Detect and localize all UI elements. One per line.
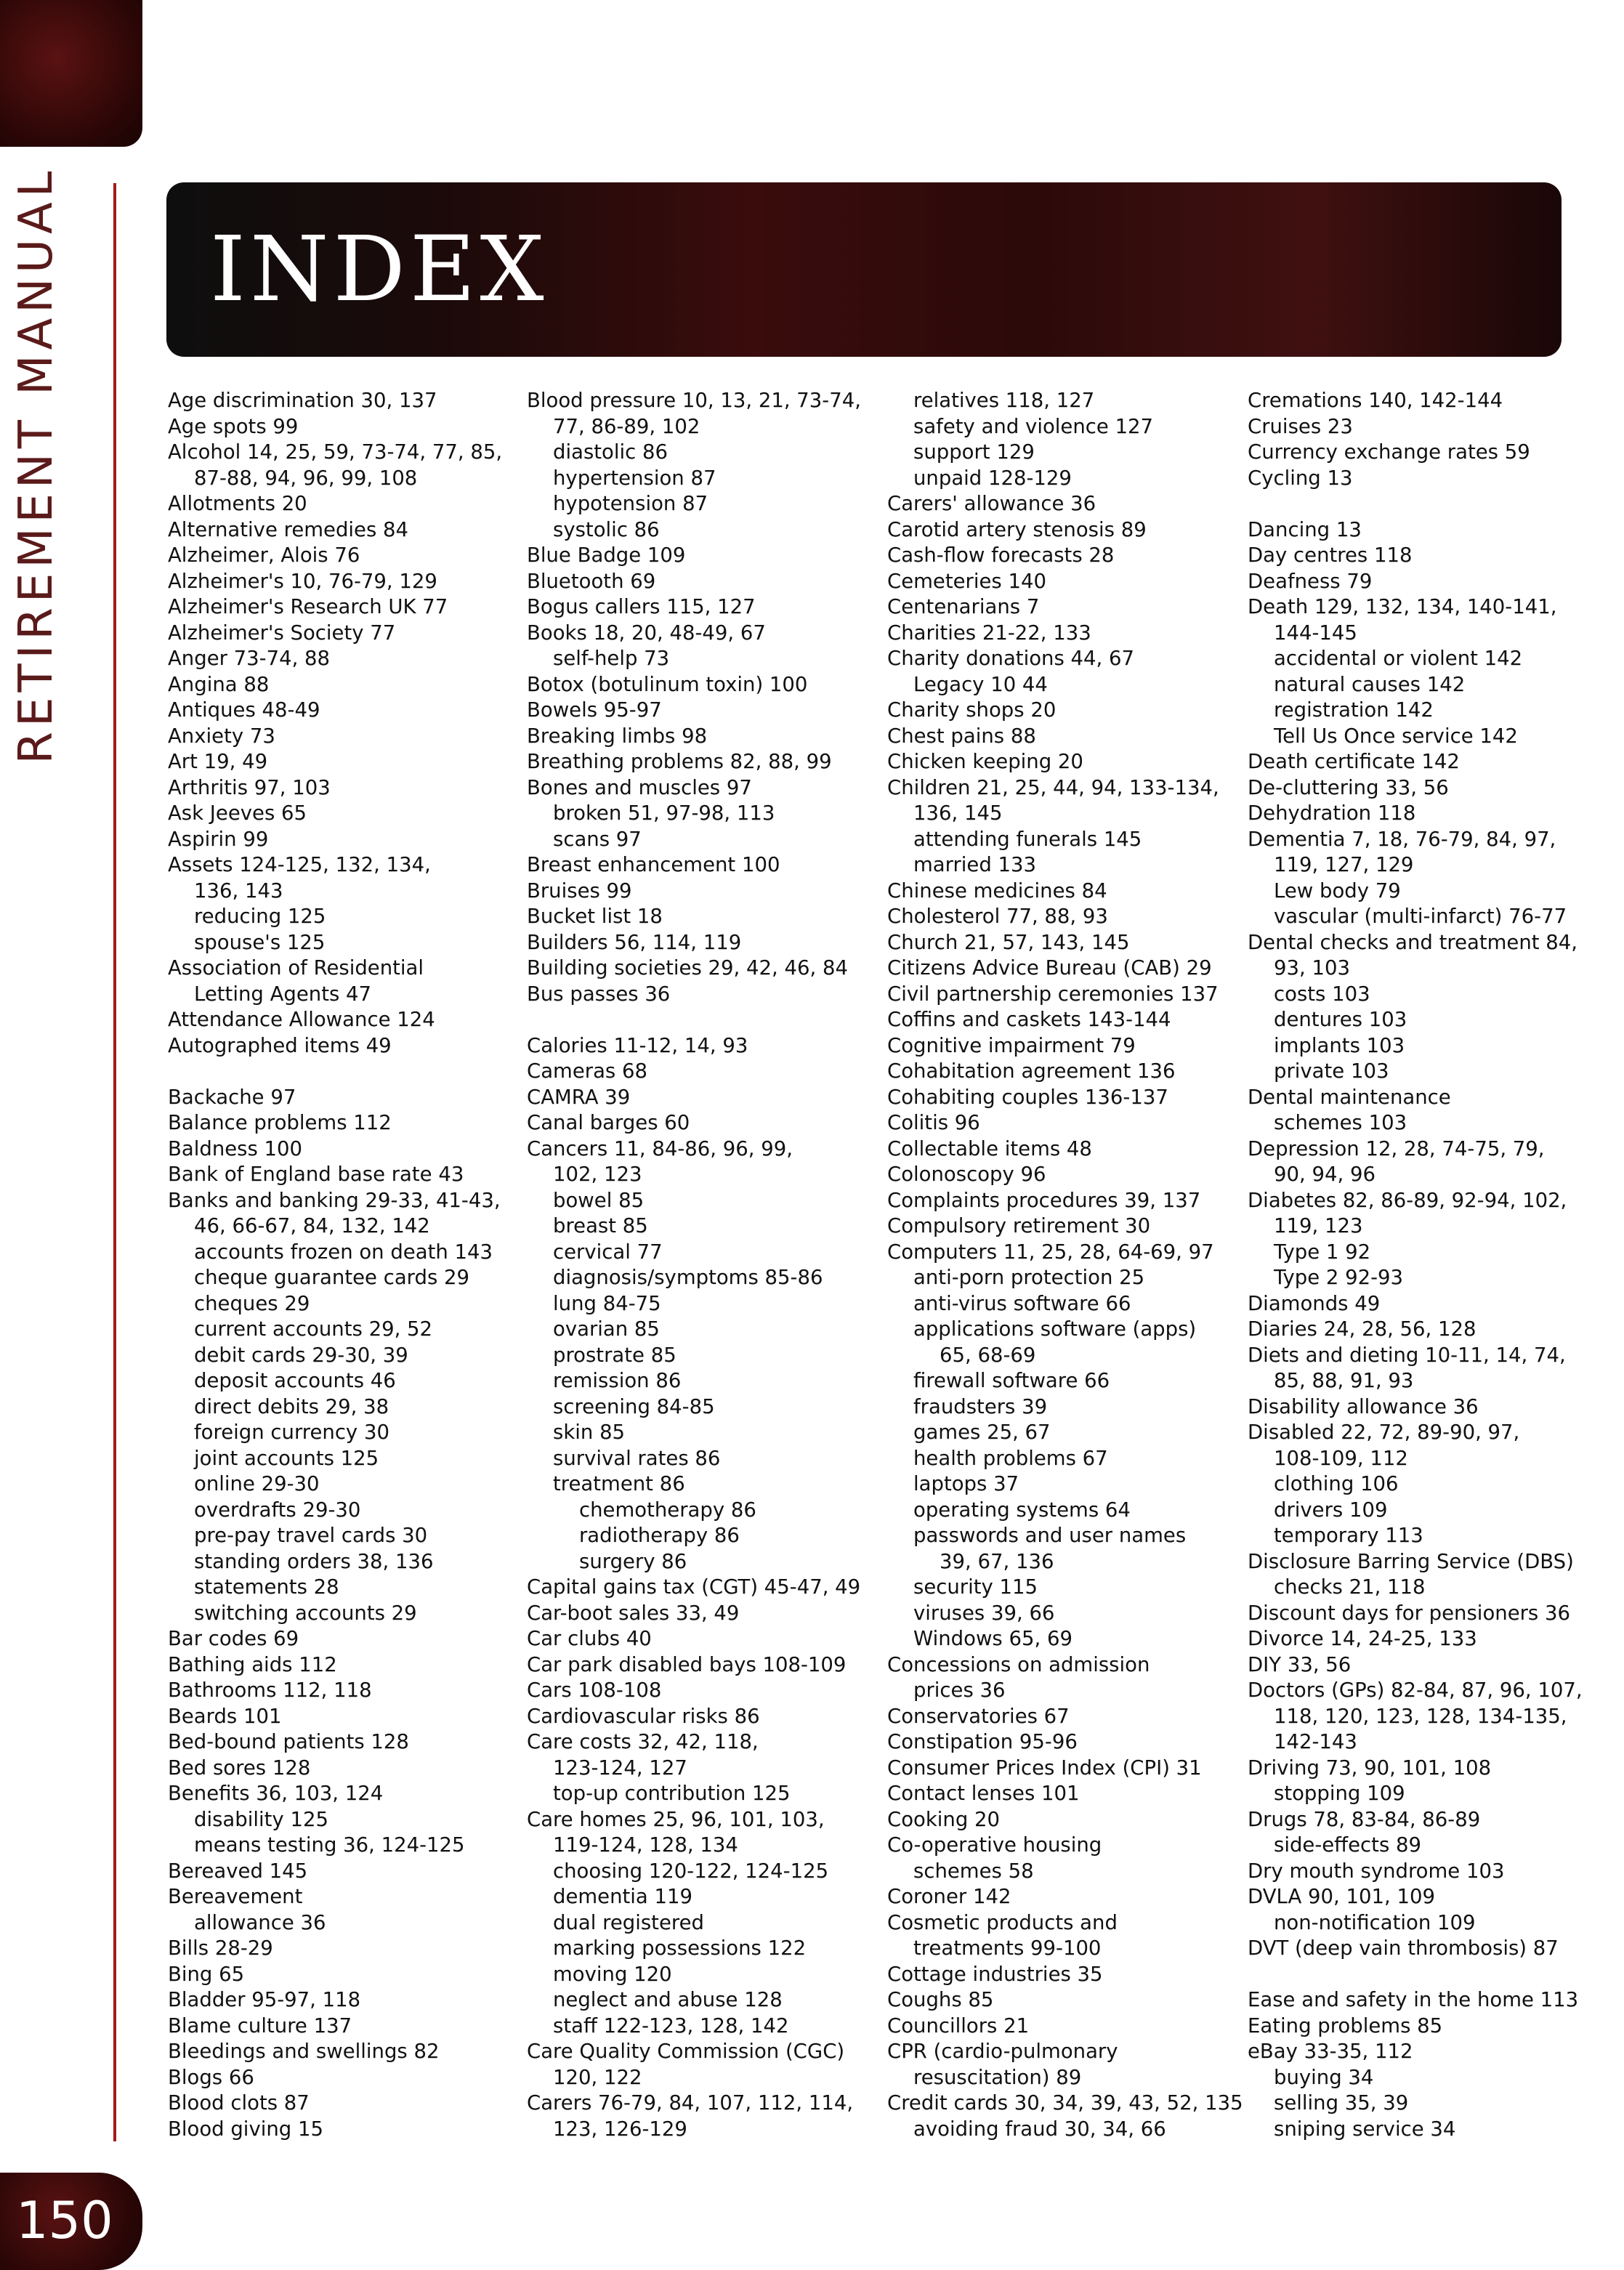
index-entry: Bing 65 — [168, 1962, 245, 1986]
index-entry: Colitis 96 — [887, 1111, 980, 1134]
index-entry: Dehydration 118 — [1248, 801, 1416, 825]
index-entry: Ease and safety in the home 113 — [1248, 1988, 1579, 2011]
index-subentry: online 29-30 — [194, 1472, 320, 1495]
index-subentry: overdrafts 29-30 — [194, 1498, 361, 1522]
index-subentry: allowance 36 — [194, 1910, 326, 1934]
index-entry: Ask Jeeves 65 — [168, 801, 307, 825]
index-entry: Coffins and caskets 143-144 — [887, 1008, 1171, 1031]
index-subentry: Legacy 10 44 — [913, 672, 1048, 696]
index-subentry: checks 21, 118 — [1274, 1575, 1426, 1599]
index-entry: Cruises 23 — [1248, 414, 1353, 438]
index-subentry: avoiding fraud 30, 34, 66 — [913, 2117, 1166, 2141]
index-entry: Chinese medicines 84 — [887, 878, 1107, 902]
index-entry: Concessions on admission — [887, 1652, 1150, 1676]
index-entry: Consumer Prices Index (CPI) 31 — [887, 1756, 1202, 1780]
index-entry: Alzheimer, Alois 76 — [168, 544, 360, 567]
index-entry: Cremations 140, 142-144 — [1248, 389, 1503, 412]
index-entry: Computers 11, 25, 28, 64-69, 97 — [887, 1240, 1214, 1264]
index-entry: Breaking limbs 98 — [527, 724, 708, 748]
index-entry: Allotments 20 — [168, 492, 307, 515]
index-entry: Cameras 68 — [527, 1059, 647, 1083]
index-entry: Disability allowance 36 — [1248, 1394, 1479, 1418]
index-entry: Bereavement — [168, 1885, 303, 1908]
index-subentry: switching accounts 29 — [194, 1601, 417, 1625]
index-entry: Blame culture 137 — [168, 2013, 352, 2037]
index-entry: Bereaved 145 — [168, 1859, 308, 1883]
index-entry: Dancing 13 — [1248, 517, 1362, 541]
index-entry: Aspirin 99 — [168, 827, 269, 851]
index-entry: Divorce 14, 24-25, 133 — [1248, 1627, 1477, 1650]
index-subentry: married 133 — [913, 853, 1037, 876]
index-entry: Builders 56, 114, 119 — [527, 930, 742, 954]
index-entry: Cognitive impairment 79 — [887, 1033, 1136, 1057]
index-entry: Compulsory retirement 30 — [887, 1214, 1151, 1237]
index-entry: Conservatories 67 — [887, 1704, 1070, 1728]
index-entry: Calories 11-12, 14, 93 — [527, 1033, 748, 1057]
index-subentry: 142-143 — [1274, 1730, 1357, 1753]
index-entry: Bed sores 128 — [168, 1756, 311, 1780]
index-subentry: health problems 67 — [913, 1446, 1108, 1470]
index-entry: Cohabiting couples 136-137 — [887, 1085, 1168, 1109]
index-entry: Doctors (GPs) 82-84, 87, 96, 107, — [1248, 1679, 1583, 1702]
index-entry: Church 21, 57, 143, 145 — [887, 930, 1130, 954]
index-entry: Diabetes 82, 86-89, 92-94, 102, — [1248, 1188, 1567, 1212]
index-entry: Charity donations 44, 67 — [887, 647, 1135, 670]
index-entry: Charities 21-22, 133 — [887, 621, 1091, 645]
index-entry: Age spots 99 — [168, 414, 299, 438]
index-entry: Chest pains 88 — [887, 724, 1036, 748]
index-subentry: applications software (apps) — [913, 1317, 1197, 1341]
index-subentry: schemes 103 — [1274, 1111, 1407, 1134]
index-subentry: security 115 — [913, 1575, 1038, 1599]
index-entry: Art 19, 49 — [168, 750, 268, 773]
index-entry: Care costs 32, 42, 118, — [527, 1730, 759, 1753]
index-subentry: chemotherapy 86 — [579, 1498, 756, 1522]
index-entry: Complaints procedures 39, 137 — [887, 1188, 1201, 1212]
index-subentry: 108-109, 112 — [1274, 1446, 1408, 1470]
index-subentry: 90, 94, 96 — [1274, 1163, 1375, 1186]
index-entry: Care Quality Commission (CGC) — [527, 2040, 845, 2063]
index-entry: Dry mouth syndrome 103 — [1248, 1859, 1505, 1883]
index-entry: Disclosure Barring Service (DBS) — [1248, 1549, 1574, 1573]
index-entry: Bank of England base rate 43 — [168, 1163, 464, 1186]
index-subentry: prices 36 — [913, 1679, 1006, 1702]
index-entry: Diaries 24, 28, 56, 128 — [1248, 1317, 1476, 1341]
index-entry: CPR (cardio-pulmonary — [887, 2040, 1118, 2063]
section-gap — [527, 1007, 868, 1033]
index-subentry: debit cards 29-30, 39 — [194, 1343, 408, 1367]
spine-divider — [113, 183, 116, 2141]
index-entry: DIY 33, 56 — [1248, 1652, 1352, 1676]
index-subentry: side-effects 89 — [1274, 1833, 1422, 1857]
index-entry: Diamonds 49 — [1248, 1291, 1381, 1315]
index-entry: Cars 108-108 — [527, 1679, 662, 1702]
index-subentry: attending funerals 145 — [913, 827, 1142, 851]
index-subentry: buying 34 — [1274, 2065, 1374, 2089]
index-subentry: diagnosis/symptoms 85-86 — [553, 1266, 823, 1289]
index-entry: Blue Badge 109 — [527, 544, 686, 567]
index-subentry: 93, 103 — [1274, 956, 1350, 980]
index-subentry: Tell Us Once service 142 — [1274, 724, 1518, 748]
index-entry: Botox (botulinum toxin) 100 — [527, 672, 808, 696]
index-subentry: fraudsters 39 — [913, 1394, 1048, 1418]
index-entry: Carotid artery stenosis 89 — [887, 517, 1147, 541]
index-subentry: Letting Agents 47 — [194, 982, 372, 1006]
index-entry: Bones and muscles 97 — [527, 775, 752, 799]
index-subentry: 119, 123 — [1274, 1214, 1363, 1237]
index-entry: Association of Residential — [168, 956, 424, 980]
page-number-tab — [0, 2173, 142, 2270]
index-entry: Bills 28-29 — [168, 1936, 273, 1960]
index-entry: Day centres 118 — [1248, 544, 1413, 567]
index-entry: Eating problems 85 — [1248, 2013, 1443, 2037]
index-subentry: marking possessions 122 — [553, 1936, 807, 1960]
index-subentry: unpaid 128-129 — [913, 466, 1072, 490]
index-subentry: 123, 126-129 — [553, 2117, 687, 2141]
index-entry: Carers' allowance 36 — [887, 492, 1096, 515]
index-entry: Cash-flow forecasts 28 — [887, 544, 1115, 567]
index-entry: Currency exchange rates 59 — [1248, 440, 1530, 464]
index-subentry: 136, 145 — [913, 801, 1003, 825]
index-subentry: treatment 86 — [553, 1472, 685, 1495]
index-subentry: current accounts 29, 52 — [194, 1317, 433, 1341]
index-subentry: registration 142 — [1274, 698, 1434, 722]
index-subentry: standing orders 38, 136 — [194, 1549, 434, 1573]
index-entry: Building societies 29, 42, 46, 84 — [527, 956, 848, 980]
index-entry: Alcohol 14, 25, 59, 73-74, 77, 85, — [168, 440, 503, 464]
index-entry: Cosmetic products and — [887, 1910, 1118, 1934]
index-entry: Bus passes 36 — [527, 982, 671, 1006]
index-column-2 — [527, 388, 868, 2142]
index-subentry: laptops 37 — [913, 1472, 1019, 1495]
index-entry: Dental maintenance — [1248, 1085, 1451, 1109]
index-subentry: screening 84-85 — [553, 1394, 715, 1418]
index-entry: Colonoscopy 96 — [887, 1163, 1046, 1186]
index-subentry: pre-pay travel cards 30 — [194, 1524, 428, 1547]
index-entry: Bowels 95-97 — [527, 698, 662, 722]
index-subentry: systolic 86 — [553, 517, 660, 541]
index-subentry: support 129 — [913, 440, 1035, 464]
index-entry: DVT (deep vain thrombosis) 87 — [1248, 1936, 1559, 1960]
index-entry: Drugs 78, 83-84, 86-89 — [1248, 1807, 1481, 1831]
index-subentry: drivers 109 — [1274, 1498, 1388, 1522]
index-subentry: breast 85 — [553, 1214, 648, 1237]
index-subentry: anti-porn protection 25 — [913, 1266, 1145, 1289]
index-subentry: cheque guarantee cards 29 — [194, 1266, 470, 1289]
index-entry: Alternative remedies 84 — [168, 517, 409, 541]
index-entry: Anxiety 73 — [168, 724, 275, 748]
index-entry: Car park disabled bays 108-109 — [527, 1652, 847, 1676]
index-entry: Disabled 22, 72, 89-90, 97, — [1248, 1421, 1520, 1444]
section-gap — [168, 1059, 509, 1085]
index-subentry: ovarian 85 — [553, 1317, 660, 1341]
index-subentry: 123-124, 127 — [553, 1756, 687, 1780]
index-subentry: 77, 86-89, 102 — [553, 414, 700, 438]
index-subentry: Windows 65, 69 — [913, 1627, 1072, 1650]
index-subentry: disability 125 — [194, 1807, 328, 1831]
index-subentry: spouse's 125 — [194, 930, 326, 954]
index-subentry: firewall software 66 — [913, 1369, 1110, 1392]
index-entry: Councillors 21 — [887, 2013, 1030, 2037]
index-subentry: accidental or violent 142 — [1274, 647, 1523, 670]
index-subentry: 65, 68-69 — [940, 1343, 1036, 1367]
index-subentry: schemes 58 — [913, 1859, 1034, 1883]
index-entry: Care homes 25, 96, 101, 103, — [527, 1807, 825, 1831]
index-entry: Coughs 85 — [887, 1988, 994, 2011]
index-subentry: stopping 109 — [1274, 1782, 1405, 1805]
index-entry: Bathing aids 112 — [168, 1652, 337, 1676]
index-subentry: temporary 113 — [1274, 1524, 1423, 1547]
index-subentry: reducing 125 — [194, 905, 326, 928]
index-subentry: scans 97 — [553, 827, 642, 851]
index-entry: Blood giving 15 — [168, 2117, 323, 2141]
index-entry: Bluetooth 69 — [527, 569, 656, 593]
index-entry: Deafness 79 — [1248, 569, 1373, 593]
index-subentry: selling 35, 39 — [1274, 2091, 1409, 2115]
index-entry: Contact lenses 101 — [887, 1782, 1080, 1805]
index-entry: De-cluttering 33, 56 — [1248, 775, 1449, 799]
index-subentry: natural causes 142 — [1274, 672, 1466, 696]
index-column-3 — [887, 388, 1243, 2142]
index-entry: Diets and dieting 10-11, 14, 74, — [1248, 1343, 1566, 1367]
index-entry: Canal barges 60 — [527, 1111, 690, 1134]
index-subentry: foreign currency 30 — [194, 1421, 389, 1444]
index-entry: Credit cards 30, 34, 39, 43, 52, 135 — [887, 2091, 1243, 2115]
index-entry: Cooking 20 — [887, 1807, 1001, 1831]
index-entry: Alzheimer's Society 77 — [168, 621, 396, 645]
index-subentry: top-up contribution 125 — [553, 1782, 791, 1805]
page-title: INDEX — [210, 217, 549, 322]
index-subentry: dual registered — [553, 1910, 704, 1934]
index-subentry: statements 28 — [194, 1575, 339, 1599]
index-subentry: diastolic 86 — [553, 440, 668, 464]
index-entry: Baldness 100 — [168, 1136, 303, 1160]
index-entry: Alzheimer's 10, 76-79, 129 — [168, 569, 437, 593]
index-subentry: moving 120 — [553, 1962, 672, 1986]
index-entry: Cycling 13 — [1248, 466, 1353, 490]
index-entry: Bathrooms 112, 118 — [168, 1679, 372, 1702]
index-subentry: 87-88, 94, 96, 99, 108 — [194, 466, 418, 490]
index-entry: Coroner 142 — [887, 1885, 1011, 1908]
index-entry: Collectable items 48 — [887, 1136, 1092, 1160]
index-entry: Bladder 95-97, 118 — [168, 1988, 361, 2011]
index-entry: Blood clots 87 — [168, 2091, 310, 2115]
index-subentry: 119-124, 128, 134 — [553, 1833, 738, 1857]
index-entry: Benefits 36, 103, 124 — [168, 1782, 384, 1805]
index-column-4 — [1248, 388, 1589, 2142]
index-subentry: relatives 118, 127 — [913, 389, 1095, 412]
index-subentry: safety and violence 127 — [913, 414, 1154, 438]
index-subentry: skin 85 — [553, 1421, 626, 1444]
index-entry: DVLA 90, 101, 109 — [1248, 1885, 1435, 1908]
index-entry: Assets 124-125, 132, 134, — [168, 853, 431, 876]
index-subentry: Type 1 92 — [1274, 1240, 1371, 1264]
index-entry: Charity shops 20 — [887, 698, 1057, 722]
index-entry: Death certificate 142 — [1248, 750, 1460, 773]
index-entry: Breast enhancement 100 — [527, 853, 780, 876]
index-entry: CAMRA 39 — [527, 1085, 631, 1109]
index-entry: Death 129, 132, 134, 140-141, — [1248, 595, 1557, 618]
index-entry: Bogus callers 115, 127 — [527, 595, 756, 618]
index-subentry: 39, 67, 136 — [940, 1549, 1054, 1573]
index-entry: Bed-bound patients 128 — [168, 1730, 409, 1753]
index-entry: Age discrimination 30, 137 — [168, 389, 437, 412]
index-subentry: 102, 123 — [553, 1163, 642, 1186]
index-entry: Cancers 11, 84-86, 96, 99, — [527, 1136, 793, 1160]
index-entry: Citizens Advice Bureau (CAB) 29 — [887, 956, 1212, 980]
index-subentry: prostrate 85 — [553, 1343, 676, 1367]
index-subentry: games 25, 67 — [913, 1421, 1051, 1444]
index-subentry: neglect and abuse 128 — [553, 1988, 783, 2011]
index-entry: Autographed items 49 — [168, 1033, 392, 1057]
section-gap — [1248, 1962, 1589, 1988]
index-subentry: hypotension 87 — [553, 492, 708, 515]
index-subentry: 118, 120, 123, 128, 134-135, — [1274, 1704, 1567, 1728]
index-subentry: 136, 143 — [194, 878, 283, 902]
index-entry: Bleedings and swellings 82 — [168, 2040, 440, 2063]
index-subentry: self-help 73 — [553, 647, 670, 670]
index-entry: Carers 76-79, 84, 107, 112, 114, — [527, 2091, 854, 2115]
header-banner — [166, 182, 1562, 357]
index-entry: Cholesterol 77, 88, 93 — [887, 905, 1108, 928]
index-subentry: 120, 122 — [553, 2065, 642, 2089]
index-subentry: radiotherapy 86 — [579, 1524, 740, 1547]
index-entry: Civil partnership ceremonies 137 — [887, 982, 1219, 1006]
index-subentry: passwords and user names — [913, 1524, 1187, 1547]
page-number: 150 — [16, 2191, 113, 2250]
index-entry: Anger 73-74, 88 — [168, 647, 331, 670]
index-subentry: joint accounts 125 — [194, 1446, 379, 1470]
index-subentry: non-notification 109 — [1274, 1910, 1476, 1934]
index-entry: Blogs 66 — [168, 2065, 254, 2089]
index-entry: Bucket list 18 — [527, 905, 663, 928]
index-subentry: cervical 77 — [553, 1240, 663, 1264]
index-subentry: cheques 29 — [194, 1291, 310, 1315]
index-subentry: hypertension 87 — [553, 466, 716, 490]
index-entry: Blood pressure 10, 13, 21, 73-74, — [527, 389, 861, 412]
index-column-1 — [168, 388, 509, 2142]
spine-title: RETIREMENT MANUAL — [9, 166, 63, 764]
index-subentry: means testing 36, 124-125 — [194, 1833, 465, 1857]
index-entry: Capital gains tax (CGT) 45-47, 49 — [527, 1575, 861, 1599]
index-entry: Balance problems 112 — [168, 1111, 392, 1134]
index-entry: eBay 33-35, 112 — [1248, 2040, 1413, 2063]
index-subentry: sniping service 34 — [1274, 2117, 1456, 2141]
index-entry: Cohabitation agreement 136 — [887, 1059, 1176, 1083]
index-subentry: private 103 — [1274, 1059, 1389, 1083]
index-entry: Cottage industries 35 — [887, 1962, 1103, 1986]
section-gap — [1248, 491, 1589, 517]
index-subentry: resuscitation) 89 — [913, 2065, 1082, 2089]
index-subentry: viruses 39, 66 — [913, 1601, 1055, 1625]
index-subentry: anti-virus software 66 — [913, 1291, 1131, 1315]
index-subentry: 85, 88, 91, 93 — [1274, 1369, 1414, 1392]
index-entry: Antiques 48-49 — [168, 698, 320, 722]
index-subentry: vascular (multi-infarct) 76-77 — [1274, 905, 1567, 928]
index-entry: Car-boot sales 33, 49 — [527, 1601, 740, 1625]
index-subentry: remission 86 — [553, 1369, 682, 1392]
index-entry: Discount days for pensioners 36 — [1248, 1601, 1570, 1625]
index-entry: Dental checks and treatment 84, — [1248, 930, 1578, 954]
index-subentry: dementia 119 — [553, 1885, 693, 1908]
index-subentry: costs 103 — [1274, 982, 1370, 1006]
index-entry: Backache 97 — [168, 1085, 296, 1109]
index-subentry: staff 122-123, 128, 142 — [553, 2013, 789, 2037]
index-entry: Children 21, 25, 44, 94, 133-134, — [887, 775, 1219, 799]
index-subentry: Type 2 92-93 — [1274, 1266, 1404, 1289]
index-subentry: dentures 103 — [1274, 1008, 1407, 1031]
index-subentry: choosing 120-122, 124-125 — [553, 1859, 829, 1883]
index-subentry: direct debits 29, 38 — [194, 1394, 389, 1418]
index-subentry: implants 103 — [1274, 1033, 1405, 1057]
index-subentry: survival rates 86 — [553, 1446, 721, 1470]
index-entry: Constipation 95-96 — [887, 1730, 1078, 1753]
index-subentry: clothing 106 — [1274, 1472, 1399, 1495]
index-subentry: lung 84-75 — [553, 1291, 661, 1315]
index-subentry: 46, 66-67, 84, 132, 142 — [194, 1214, 430, 1237]
index-entry: Cemeteries 140 — [887, 569, 1046, 593]
index-entry: Chicken keeping 20 — [887, 750, 1083, 773]
index-entry: Dementia 7, 18, 76-79, 84, 97, — [1248, 827, 1556, 851]
index-entry: Co-operative housing — [887, 1833, 1102, 1857]
index-entry: Angina 88 — [168, 672, 270, 696]
index-entry: Depression 12, 28, 74-75, 79, — [1248, 1136, 1545, 1160]
index-entry: Attendance Allowance 124 — [168, 1008, 435, 1031]
index-entry: Cardiovascular risks 86 — [527, 1704, 760, 1728]
index-subentry: Lew body 79 — [1274, 878, 1401, 902]
index-subentry: deposit accounts 46 — [194, 1369, 396, 1392]
index-subentry: accounts frozen on death 143 — [194, 1240, 493, 1264]
index-subentry: broken 51, 97-98, 113 — [553, 801, 775, 825]
index-entry: Bar codes 69 — [168, 1627, 299, 1650]
index-entry: Breathing problems 82, 88, 99 — [527, 750, 832, 773]
index-subentry: treatments 99-100 — [913, 1936, 1102, 1960]
index-entry: Driving 73, 90, 101, 108 — [1248, 1756, 1492, 1780]
index-subentry: operating systems 64 — [913, 1498, 1131, 1522]
index-entry: Bruises 99 — [527, 878, 632, 902]
index-entry: Beards 101 — [168, 1704, 282, 1728]
index-subentry: 144-145 — [1274, 621, 1357, 645]
index-subentry: bowel 85 — [553, 1188, 645, 1212]
index-subentry: 119, 127, 129 — [1274, 853, 1414, 876]
index-entry: Banks and banking 29-33, 41-43, — [168, 1188, 501, 1212]
index-entry: Centenarians 7 — [887, 595, 1040, 618]
index-entry: Alzheimer's Research UK 77 — [168, 595, 448, 618]
index-entry: Arthritis 97, 103 — [168, 775, 331, 799]
index-entry: Car clubs 40 — [527, 1627, 652, 1650]
index-subentry: surgery 86 — [579, 1549, 687, 1573]
index-entry: Books 18, 20, 48-49, 67 — [527, 621, 766, 645]
